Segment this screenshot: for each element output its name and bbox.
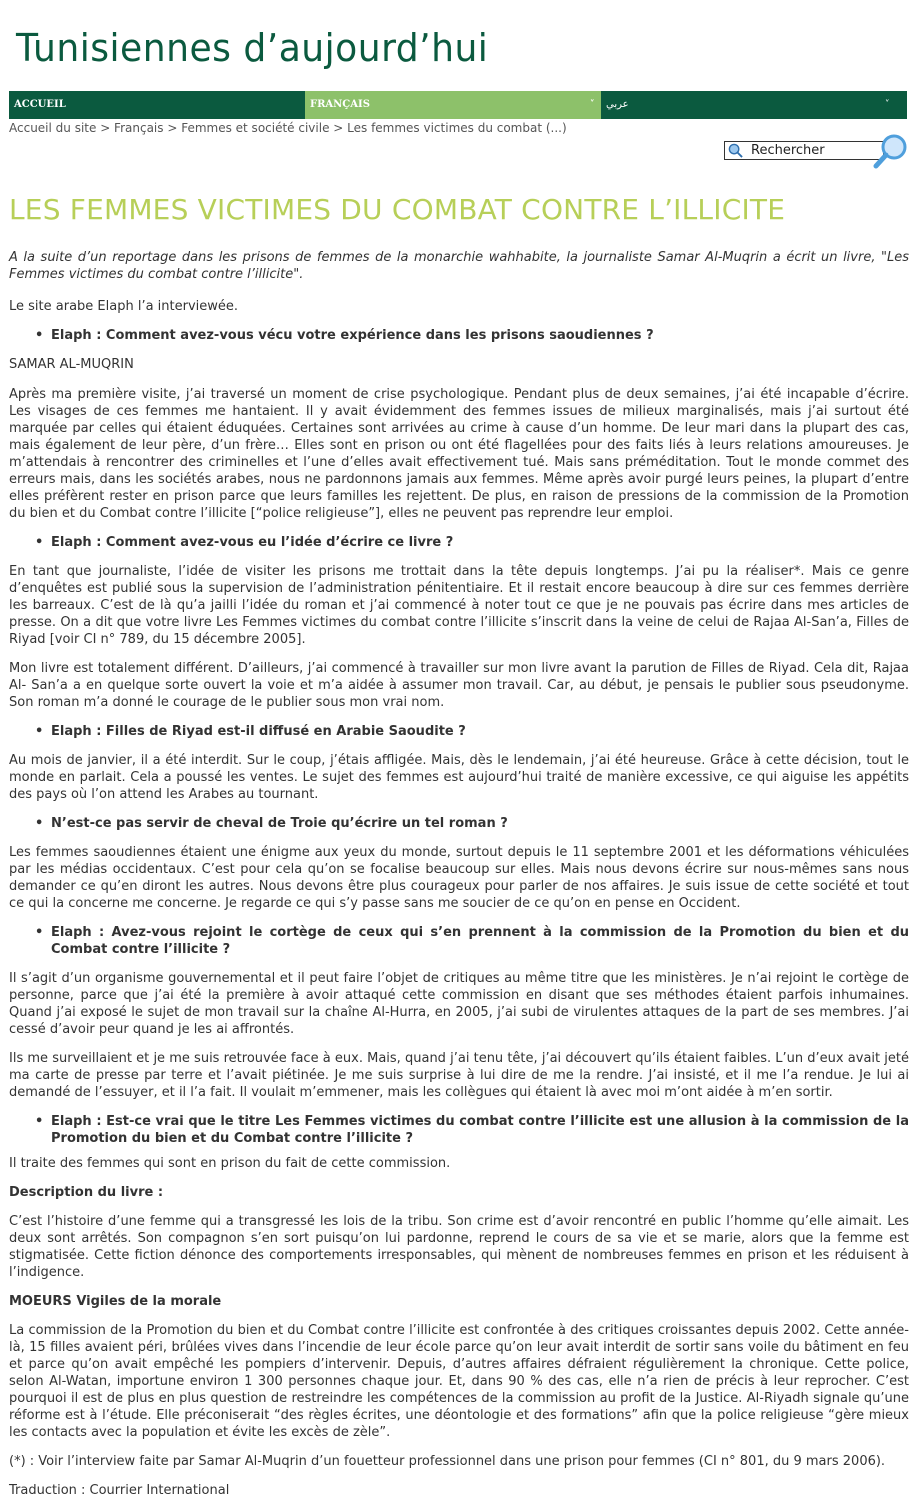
- search-form: [724, 133, 909, 169]
- interview-question: • N’est-ce pas servir de cheval de Troie qu’écrire un tel roman ?: [9, 815, 909, 832]
- section-heading: Description du livre :: [9, 1185, 164, 1200]
- breadcrumb[interactable]: Accueil du site > Français > Femmes et société civile > Les femmes victimes du combat (...): [9, 121, 567, 135]
- answer-paragraph: En tant que journaliste, l’idée de visiter les prisons me trottait dans la tête depuis longtemps. J’ai pu la réaliser*. Mais ce genre d’enquêtes est publié sous la supervision de l’administration pénitentiaire. Et il restait encore beaucoup à dire sur ces femmes derrière les barreaux. C’est de là qu’a jailli l’idée du roman et j’ai commencé à noter tout ce que je ne pouvais pas écrire dans mes articles de presse. On a dit que votre livre Les Femmes victimes du combat contre l’illicite s’inscrit dans la veine de celui de Rajaa Al-San’a, Filles de Riyad [voir CI n° 789, du 15 décembre 2005].: [9, 564, 909, 647]
- search-input[interactable]: [751, 143, 879, 158]
- interview-question: • Elaph : Est-ce vrai que le titre Les Femmes victimes du combat contre l’illicite est une allusion à la commission de la Promotion du bien et du Combat contre l’illicite ?: [9, 1113, 909, 1147]
- search-field[interactable]: [724, 141, 884, 160]
- chevron-down-icon: ˅: [885, 100, 890, 110]
- speaker-name: SAMAR AL-MUQRIN: [9, 357, 134, 372]
- nav-item-francais[interactable]: [305, 91, 601, 119]
- article-chapo: A la suite d’un reportage dans les prisons de femmes de la monarchie wahhabite, la journaliste Samar Al-Muqrin a écrit un livre, "Les Femmes victimes du combat contre l’illicite".: [9, 250, 909, 282]
- interview-question: • Elaph : Comment avez-vous eu l’idée d’écrire ce livre ?: [9, 534, 909, 551]
- nav-item-label: ACCUEIL: [14, 99, 66, 110]
- search-icon: [728, 143, 743, 158]
- translation-credit: Traduction : Courrier International: [9, 1483, 230, 1498]
- page-title: LES FEMMES VICTIMES DU COMBAT CONTRE L’ILLICITE: [9, 193, 786, 226]
- interview-question: • Elaph : Avez-vous rejoint le cortège de ceux qui s’en prennent à la commission de la Promotion du bien et du Combat contre l’illicite ?: [9, 924, 909, 958]
- article-body: [9, 249, 909, 1499]
- search-button-icon[interactable]: [872, 133, 910, 169]
- interview-question: • Elaph : Filles de Riyad est-il diffusé en Arabie Saoudite ?: [9, 723, 909, 740]
- answer-paragraph: Ils me surveillaient et je me suis retrouvée face à eux. Mais, quand j’ai tenu tête, j’ai découvert qu’ils étaient faibles. L’un d’eux avait jeté ma carte de presse par terre et l’avait piétinée. Je me suis surprise à lui dire de me la rendre. J’ai insisté, et il me l’a rendue. Je lui ai demandé de l’essuyer, et il l’a fait. Il voulait m’emmener, mais les collègues qui étaient là avec moi m’ont aidée à m’en sortir.: [9, 1051, 909, 1100]
- sidebar-paragraph: La commission de la Promotion du bien et du Combat contre l’illicite est confrontée à des critiques croissantes depuis 2002. Cette année-là, 15 filles avaient péri, brûlées vives dans l’incendie de leur école parce qu’on leur avait interdit de sortir sans voile du bâtiment en feu et parce qu’on avait empêché les pompiers d’intervenir. Depuis, d’autres affaires défraient régulièrement la chronique. Cette police, selon Al-Watan, importune environ 1 300 personnes chaque jour. Et, dans 90 % des cas, elle n’a rien de précis à leur reprocher. C’est pourquoi il est de plus en plus question de restreindre les compétences de la commission au profit de la Justice. Al-Riyadh signale qu’une réforme est à l’étude. Elle préconiserait “des règles écrites, une déontologie et des formations” afin que la police religieuse “gère mieux les contacts avec la population et évite les excès de zèle”.: [9, 1323, 909, 1440]
- answer-paragraph: Il s’agit d’un organisme gouvernemental et il peut faire l’objet de critiques au même titre que les ministères. Je n’ai rejoint le cortège de personne, parce que j’ai été la première à avoir attaqué cette commission en disant que ses méthodes étaient parfois inhumaines. Quand j’ai exposé le sujet de mon travail sur la chaîne Al-Hurra, en 2005, j’ai subi de virulentes attaques de la part de ses membres. J’ai cessé d’avoir peur quand je les ai affrontés.: [9, 971, 909, 1037]
- answer-paragraph: Mon livre est totalement différent. D’ailleurs, j’ai commencé à travailler sur mon livre avant la parution de Filles de Riyad. Cela dit, Rajaa Al- San’a a en quelque sorte ouvert la voie et m’a aidée à assumer mon travail. Car, au début, je pensais le publier sous pseudonyme. Son roman m’a donné le courage de le publier sous mon vrai nom.: [9, 661, 909, 710]
- main-navigation: [9, 91, 907, 119]
- interview-question: • Elaph : Comment avez-vous vécu votre expérience dans les prisons saoudiennes ?: [9, 327, 909, 344]
- answer-paragraph: Il traite des femmes qui sont en prison du fait de cette commission.: [9, 1156, 451, 1171]
- footnote: (*) : Voir l’interview faite par Samar Al-Muqrin d’un fouetteur professionnel dans une prison pour femmes (CI n° 801, du 9 mars 2006).: [9, 1454, 886, 1469]
- section-heading: MOEURS Vigiles de la morale: [9, 1294, 222, 1309]
- nav-item-label: FRANÇAIS: [310, 99, 370, 110]
- chevron-down-icon: ˅: [590, 100, 595, 110]
- nav-item-label: عربي: [606, 99, 629, 110]
- site-logo[interactable]: Tunisiennes d’aujourd’hui: [16, 26, 489, 70]
- book-description: C’est l’histoire d’une femme qui a transgressé les lois de la tribu. Son crime est d’avoir rencontré en public l’homme qu’elle aimait. Les deux sont arrêtés. Son compagnon s’en sort puisqu’on lui pardonne, reprend le cours de sa vie et se marie, alors que la femme est stigmatisée. Cette fiction dénonce des comportements irresponsables, qui mènent de nombreuses femmes en prison et les réduisent à l’indigence.: [9, 1214, 909, 1280]
- article-intro: Le site arabe Elaph l’a interviewée.: [9, 299, 239, 314]
- nav-item-accueil[interactable]: [9, 91, 305, 119]
- answer-paragraph: Au mois de janvier, il a été interdit. Sur le coup, j’étais affligée. Mais, dès le lendemain, j’ai été heureuse. Grâce à cette décision, tout le monde en parlait. Cela a poussé les ventes. Le sujet des femmes est aujourd’hui traité de manière excessive, ce qui aiguise les appétits des pays où l’on attend les Arabes au tournant.: [9, 753, 909, 802]
- answer-paragraph: Les femmes saoudiennes étaient une énigme aux yeux du monde, surtout depuis le 11 septembre 2001 et les déformations véhiculées par les médias occidentaux. C’est pour cela qu’on se focalise beaucoup sur elles. Mais nous devons écrire sur nous-mêmes sans nous demander ce qu’en diront les autres. Nous devons être plus courageux pour parler de nos affaires. Je suis issue de cette société et tout ce qui la concerne me concerne. Je regarde ce qui s’y passe sans me soucier de ce qu’on en pense en Occident.: [9, 845, 909, 911]
- answer-paragraph: Après ma première visite, j’ai traversé un moment de crise psychologique. Pendant plus de deux semaines, j’ai été incapable d’écrire. Les visages de ces femmes me hantaient. Il y avait évidemment des femmes issues de milieux marginalisés, mais j’ai surtout été marquée par celles qui étaient éduquées. Certaines sont arrivées au crime à cause d’un homme. De leur mari dans la plupart des cas, mais également de leur père, d’un frère… Elles sont en prison ou ont été flagellées pour des faits liés à leurs relations amoureuses. Je m’attendais à rencontrer des criminelles et l’une d’elles avait effectivement tué. Mais sans préméditation. Tout le monde commet des erreurs mais, dans les sociétés arabes, nous ne pardonnons jamais aux femmes. Même après avoir purgé leurs peines, la plupart d’entre elles préfèrent rester en prison parce que leurs familles les rejettent. De plus, en raison de pressions de la commission de la Promotion du bien et du Combat contre l’illicite [“police religieuse”], elles ne peuvent pas reprendre leur emploi.: [9, 387, 909, 521]
- nav-item-arabic[interactable]: [601, 91, 907, 119]
